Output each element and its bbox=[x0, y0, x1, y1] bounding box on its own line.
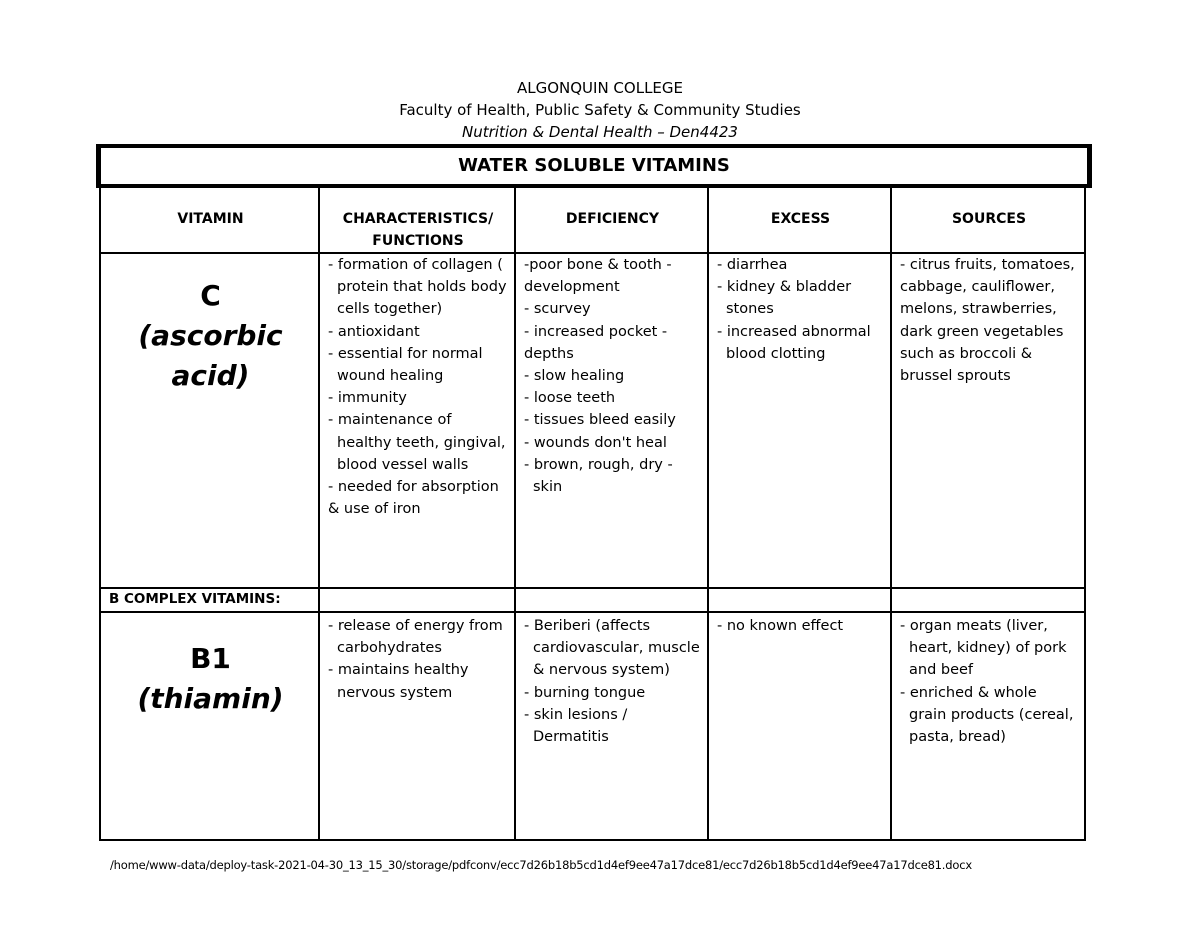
list-item: - formation of collagen ( protein that holds body cells together) bbox=[328, 257, 507, 318]
table-header-row bbox=[100, 187, 1085, 253]
list-item: - skin lesions / Dermatitis bbox=[524, 706, 628, 746]
list-item: - scurvey bbox=[524, 301, 591, 318]
list-item: -poor bone & tooth - development bbox=[524, 257, 672, 296]
list-item: - slow healing bbox=[524, 368, 625, 385]
empty-cell bbox=[515, 588, 708, 612]
table-row-vitamin-b1 bbox=[100, 612, 1085, 840]
characteristics-cell bbox=[319, 612, 515, 840]
list-item: - antioxidant bbox=[328, 323, 420, 340]
table-row-b-complex bbox=[100, 588, 1085, 612]
list-item: - needed for absorption & use of iron bbox=[328, 479, 499, 518]
b-complex-label: B COMPLEX VITAMINS: bbox=[100, 588, 319, 612]
course-name: Nutrition & Dental Health – Den4423 bbox=[462, 123, 738, 141]
table-row-vitamin-c bbox=[100, 253, 1085, 588]
vitamin-letter: B1 bbox=[190, 642, 231, 675]
column-header-sources: SOURCES bbox=[891, 187, 1085, 253]
column-header-vitamin: VITAMIN bbox=[100, 187, 319, 253]
list-item: - increased pocket - depths bbox=[524, 323, 668, 362]
list-item: - brown, rough, dry - skin bbox=[524, 456, 673, 496]
list-item: - wounds don't heal bbox=[524, 434, 667, 451]
empty-cell bbox=[708, 588, 891, 612]
empty-cell bbox=[319, 588, 515, 612]
college-name: ALGONQUIN COLLEGE bbox=[516, 79, 684, 97]
document-header bbox=[0, 77, 1200, 143]
sources-cell bbox=[891, 612, 1085, 840]
vitamin-cell bbox=[100, 612, 319, 840]
excess-cell bbox=[708, 612, 891, 840]
faculty-name: Faculty of Health, Public Safety & Community Studies bbox=[399, 101, 801, 119]
file-path-footer: /home/www-data/deploy-task-2021-04-30_13_15_30/storage/pdfconv/ecc7d26b18b5cd1d4ef9ee47a17dce81/ecc7d26b18b5cd1d4ef9ee47a17dce81.docx bbox=[110, 858, 972, 872]
excess-cell bbox=[708, 253, 891, 588]
list-item: - burning tongue bbox=[524, 684, 646, 701]
list-item: - Beriberi (affects cardiovascular, muscle & nervous system) bbox=[524, 618, 700, 679]
sources-cell bbox=[891, 253, 1085, 588]
vitamin-name: (ascorbic acid) bbox=[138, 319, 283, 392]
list-item: - loose teeth bbox=[524, 390, 616, 407]
vitamins-table bbox=[99, 186, 1086, 841]
characteristics-cell bbox=[319, 253, 515, 588]
deficiency-cell bbox=[515, 612, 708, 840]
list-item: - essential for normal wound healing bbox=[328, 345, 483, 385]
vitamin-name: (thiamin) bbox=[137, 682, 284, 715]
column-header-characteristics: CHARACTERISTICS/ FUNCTIONS bbox=[319, 187, 515, 253]
table-title: WATER SOLUBLE VITAMINS bbox=[96, 144, 1092, 188]
list-item: - kidney & bladder stones bbox=[717, 279, 852, 318]
list-item: - enriched & whole grain products (cereal, pasta, bread) bbox=[900, 684, 1074, 746]
vitamin-cell bbox=[100, 253, 319, 588]
sources-text: - citrus fruits, tomatoes, cabbage, cauliflower, melons, strawberries, dark green vegetables such as broccoli & brussel sprouts bbox=[900, 257, 1075, 385]
deficiency-cell bbox=[515, 253, 708, 588]
list-item: - maintains healthy nervous system bbox=[328, 662, 469, 701]
list-item: - no known effect bbox=[717, 618, 844, 634]
list-item: - organ meats (liver, heart, kidney) of pork and beef bbox=[900, 618, 1067, 679]
list-item: - immunity bbox=[328, 390, 407, 407]
vitamin-letter: C bbox=[200, 279, 221, 312]
list-item: - diarrhea bbox=[717, 257, 788, 273]
column-header-deficiency: DEFICIENCY bbox=[515, 187, 708, 253]
list-item: - increased abnormal blood clotting bbox=[717, 323, 871, 362]
list-item: - release of energy from carbohydrates bbox=[328, 618, 503, 657]
list-item: - tissues bleed easily bbox=[524, 412, 676, 429]
column-header-excess: EXCESS bbox=[708, 187, 891, 253]
list-item: - maintenance of healthy teeth, gingival, blood vessel walls bbox=[328, 412, 506, 473]
empty-cell bbox=[891, 588, 1085, 612]
